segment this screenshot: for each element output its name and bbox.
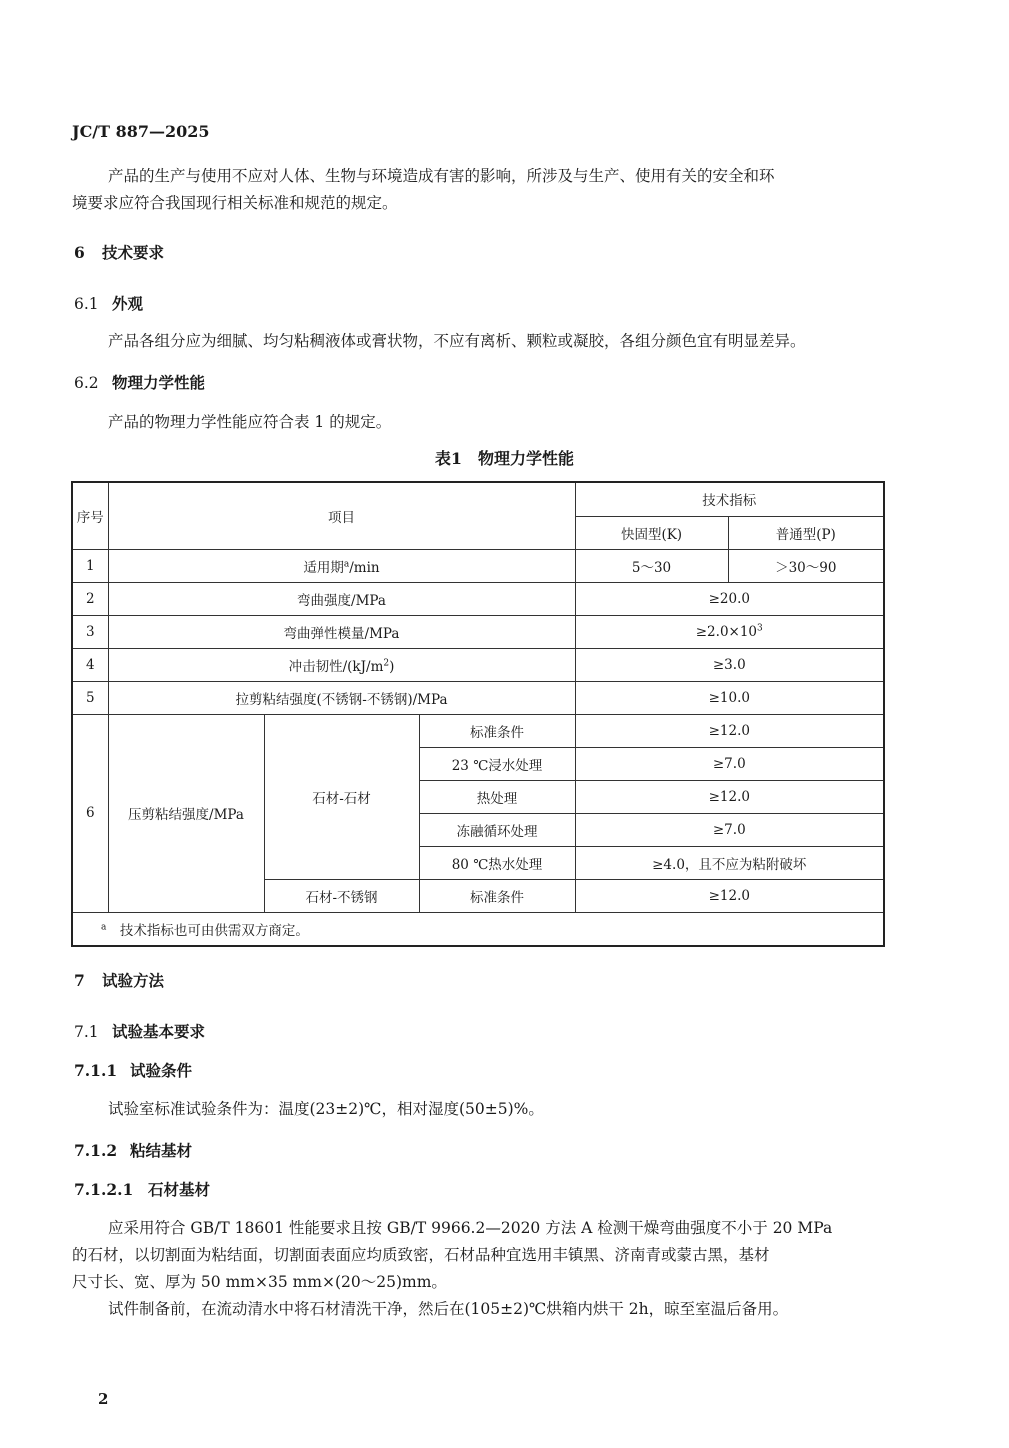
section-number: 6.1 <box>74 295 99 313</box>
section-title: 试验方法 <box>102 971 165 990</box>
row-value: ≥7.0 <box>575 747 884 780</box>
row-seq: 6 <box>72 714 108 912</box>
row-condition: 23 ℃浸水处理 <box>419 747 575 780</box>
section-title: 试验条件 <box>130 1061 193 1080</box>
table-row <box>72 714 884 747</box>
row-value-k: 5～30 <box>575 549 728 582</box>
table-note <box>72 912 884 946</box>
row-subitem: 石材-石材 <box>264 714 419 879</box>
section-title: 物理力学性能 <box>112 373 206 392</box>
intro-line-2: 境要求应符合我国现行相关标准和规范的规定。 <box>72 194 398 212</box>
exponent: 3 <box>757 623 763 633</box>
section-7-1-heading <box>74 1020 205 1042</box>
row-seq: 2 <box>72 582 108 615</box>
section-6-1-text: 产品各组分应为细腻、均匀粘稠液体或膏状物，不应有离析、颗粒或凝胶，各组分颜色宜有明显差异。 <box>108 332 806 350</box>
section-7-1-2-heading <box>74 1139 192 1161</box>
exponent: 2 <box>383 658 390 668</box>
section-7-1-2-1-line-1: 应采用符合 GB/T 18601 性能要求且按 GB/T 9966.2—2020 方法 A 检测干燥弯曲强度不小于 20 MPa <box>108 1219 833 1237</box>
row-item: 拉剪粘结强度(不锈钢-不锈钢)/MPa <box>108 681 575 714</box>
table-caption: 表1 物理力学性能 <box>434 449 575 468</box>
row-seq: 4 <box>72 648 108 681</box>
row-item: 压剪粘结强度/MPa <box>108 714 264 912</box>
row-condition: 80 ℃热水处理 <box>419 846 575 879</box>
table-row <box>72 549 884 582</box>
section-number: 7.1.1 <box>74 1061 118 1080</box>
row-value: ≥12.0 <box>575 714 884 747</box>
header-seq: 序号 <box>72 482 108 549</box>
section-title: 外观 <box>112 294 144 313</box>
row-item <box>108 549 575 582</box>
section-number: 6.2 <box>74 374 99 392</box>
table-note-row <box>72 912 884 946</box>
item-end: ) <box>389 658 395 675</box>
row-condition: 标准条件 <box>419 879 575 912</box>
section-title: 试验基本要求 <box>112 1022 206 1041</box>
row-item: 弯曲弹性模量/MPa <box>108 615 575 648</box>
section-6-1-heading <box>74 292 143 314</box>
row-condition: 冻融循环处理 <box>419 813 575 846</box>
header-spec: 技术指标 <box>575 482 884 516</box>
row-condition: 热处理 <box>419 780 575 813</box>
row-value: ≥3.0 <box>575 648 884 681</box>
item-text: 冲击韧性/(kJ/m <box>288 658 384 675</box>
row-value: ≥20.0 <box>575 582 884 615</box>
section-number: 7.1 <box>74 1023 99 1041</box>
section-number: 6 <box>74 243 85 262</box>
row-value: ≥10.0 <box>575 681 884 714</box>
row-seq: 1 <box>72 549 108 582</box>
value-text: ≥2.0×10 <box>695 623 758 640</box>
row-value <box>575 615 884 648</box>
section-6-2-heading <box>74 371 205 393</box>
item-unit: /min <box>349 559 380 576</box>
section-7-1-1-text: 试验室标准试验条件为：温度(23±2)℃，相对湿度(50±5)%。 <box>108 1100 544 1118</box>
table-row <box>72 681 884 714</box>
section-7-1-2-1-line-3: 尺寸长、宽、厚为 50 mm×35 mm×(20～25)mm。 <box>72 1273 447 1291</box>
header-type-k: 快固型(K) <box>575 516 728 549</box>
row-item <box>108 648 575 681</box>
row-item: 弯曲强度/MPa <box>108 582 575 615</box>
row-seq: 5 <box>72 681 108 714</box>
row-seq: 3 <box>72 615 108 648</box>
section-7-heading <box>74 969 164 991</box>
header-item: 项目 <box>108 482 575 549</box>
note-text: 技术指标也可由供需双方商定。 <box>119 922 309 939</box>
row-value-p: ＞30～90 <box>728 549 884 582</box>
row-value: ≥12.0 <box>575 780 884 813</box>
footnote-mark: a <box>101 922 107 933</box>
section-7-1-2-1-line-4: 试件制备前，在流动清水中将石材清洗干净，然后在(105±2)℃烘箱内烘干 2h，晾至室温后备用。 <box>108 1300 789 1318</box>
section-7-1-2-1-line-2: 的石材，以切割面为粘结面，切割面表面应均质致密，石材品种宜选用丰镇黑、济南青或蒙古黑，基材 <box>72 1246 770 1264</box>
row-condition: 标准条件 <box>419 714 575 747</box>
physical-properties-table <box>71 481 885 947</box>
section-title: 粘结基材 <box>130 1141 193 1160</box>
row-subitem: 石材-不锈钢 <box>264 879 419 912</box>
header-type-p: 普通型(P) <box>728 516 884 549</box>
section-title: 技术要求 <box>102 243 165 262</box>
section-number: 7 <box>74 971 85 990</box>
section-number: 7.1.2.1 <box>74 1180 134 1199</box>
row-value: ≥4.0，且不应为粘附破坏 <box>575 846 884 879</box>
footnote-mark: a <box>343 559 350 569</box>
row-value: ≥7.0 <box>575 813 884 846</box>
section-number: 7.1.2 <box>74 1141 118 1160</box>
section-6-2-text: 产品的物理力学性能应符合表 1 的规定。 <box>108 413 392 431</box>
table-row <box>72 582 884 615</box>
table-row <box>72 648 884 681</box>
section-6-heading <box>74 241 164 263</box>
table-row <box>72 615 884 648</box>
section-7-1-1-heading <box>74 1059 192 1081</box>
intro-line-1: 产品的生产与使用不应对人体、生物与环境造成有害的影响，所涉及与生产、使用有关的安全和环 <box>108 167 775 185</box>
document-code: JC/T 887—2025 <box>72 122 210 141</box>
section-7-1-2-1-heading <box>74 1178 210 1200</box>
page-number: 2 <box>98 1390 109 1408</box>
item-text: 适用期 <box>303 559 344 576</box>
section-title: 石材基材 <box>148 1180 211 1199</box>
row-value: ≥12.0 <box>575 879 884 912</box>
